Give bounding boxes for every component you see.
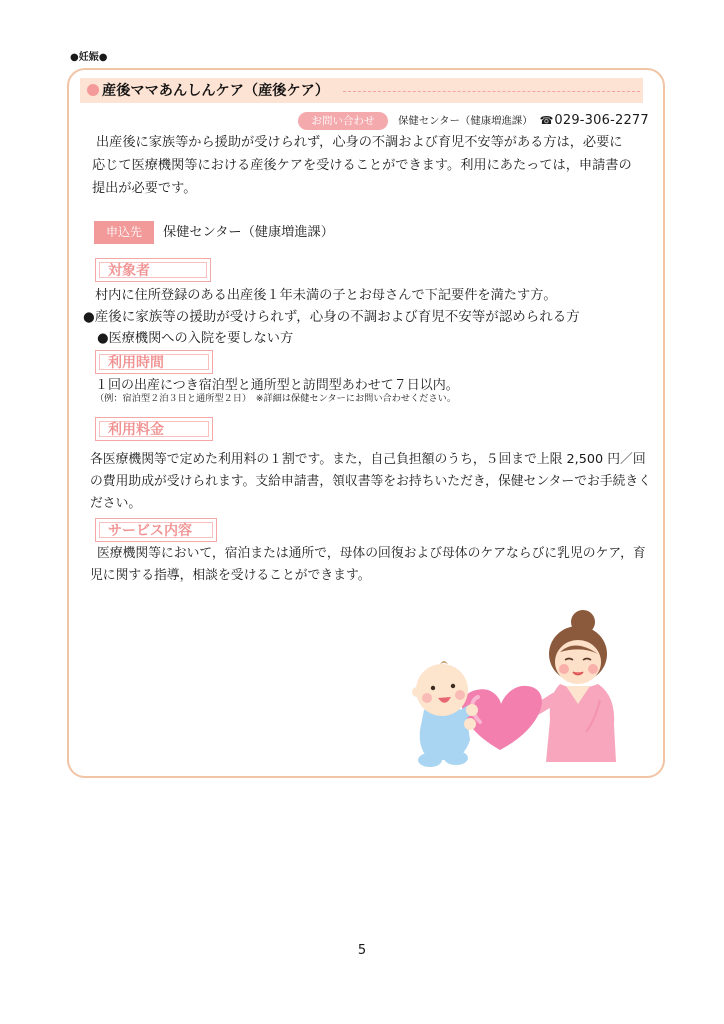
page-number: 5 (357, 943, 367, 958)
eligibility-line: ●医療機関への入院を要しない方 (97, 331, 294, 346)
services-line: 医療機関等において，宿泊または通所で，母体の回復および母体のケアならびに乳児のケア，育 (97, 546, 646, 561)
fees-line: の費用助成が受けられます。支給申請書，領収書等をお持ちいただき，保健センターでお手続きく (90, 474, 652, 489)
page-category-header: ●妊娠● (70, 52, 108, 63)
baby-head (416, 664, 468, 716)
baby-hand (466, 704, 478, 716)
intro-line: 応じて医療機関等における産後ケアを受けることができます。利用にあたっては，申請書の (92, 158, 632, 173)
eligibility-heading (95, 258, 211, 282)
usage-period-heading-text: 利用時間 (108, 355, 164, 371)
intro-line: 提出が必要です。 (92, 181, 197, 196)
contact-label-badge: お問い合わせ (298, 112, 388, 130)
usage-period-text: １回の出産につき宿泊型と通所型と訪問型あわせて７日以内。 (95, 378, 459, 393)
apply-label-badge: 申込先 (94, 221, 154, 244)
eligibility-heading-text: 対象者 (108, 263, 150, 279)
mother-baby-illustration (400, 600, 620, 770)
eligibility-line: ●産後に家族等の援助が受けられず，心身の不調および育児不安等が認められる方 (83, 309, 580, 325)
usage-period-note: （例：宿泊型２泊３日と通所型２日） ※詳細は保健センターにお問い合わせください。 (95, 393, 457, 404)
baby-figure (412, 661, 478, 767)
services-heading (95, 518, 217, 542)
heart-shape (462, 686, 542, 750)
services-heading-text: サービス内容 (108, 523, 192, 539)
mother-figure (519, 610, 616, 762)
section-title: 産後ママあんしんケア（産後ケア） (102, 83, 330, 99)
eligibility-line: 村内に住所登録のある出産後１年未満の子とお母さんで下記要件を満たす方。 (95, 288, 557, 303)
fees-line: 各医療機関等で定めた利用料の１割です。また，自己負担額のうち，５回まで上限 2,500 円／回 (90, 452, 646, 467)
usage-period-heading (95, 350, 213, 374)
apply-office: 保健センター（健康増進課） (163, 225, 334, 240)
title-bullet-icon (87, 84, 99, 96)
baby-hair-tuft (440, 661, 448, 664)
contact-info (398, 112, 649, 130)
fees-heading-text: 利用料金 (108, 422, 164, 438)
fees-line: ださい。 (90, 496, 142, 511)
contact-office: 保健センター（健康増進課） (398, 115, 533, 127)
contact-phone-number: 029-306-2277 (554, 113, 649, 128)
fees-heading (95, 417, 213, 441)
intro-line: 出産後に家族等から援助が受けられず，心身の不調および育児不安等がある方は，必要に (96, 135, 623, 150)
phone-icon: ☎ (539, 114, 554, 127)
services-line: 児に関する指導，相談を受けることができます。 (90, 568, 371, 583)
title-dashed-divider (343, 91, 640, 92)
